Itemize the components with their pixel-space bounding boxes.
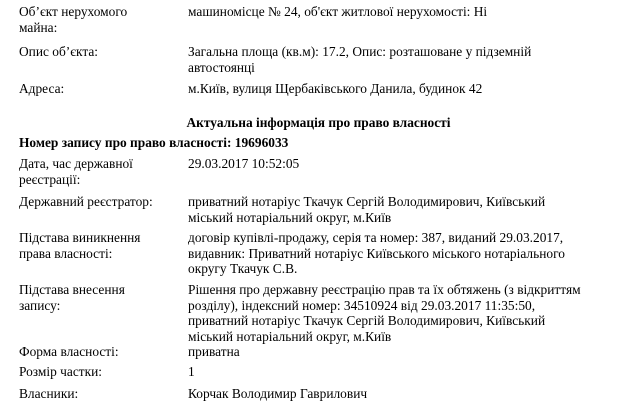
object-type-value: машиномісце № 24, об'єкт житлової нерухомості: Ні (188, 4, 488, 19)
entry-basis-label: Підстава внесення запису: (19, 282, 125, 313)
ownership-form-value: приватна (188, 344, 240, 359)
ownership-section-title: Актуальна інформація про право власності (186, 115, 451, 130)
registration-date-value: 29.03.2017 10:52:05 (188, 156, 300, 171)
share-size-value: 1 (188, 364, 195, 379)
ownership-basis-label: Підстава виникнення права власності: (19, 230, 141, 261)
ownership-basis-value: договір купівлі-продажу, серія та номер: 387, виданий 29.03.2017, видавник: Приватний нотаріус Київського міського нотаріального округу Ткачук С.В. (188, 230, 565, 276)
registrar-value: приватний нотаріус Ткачук Сергій Володимирович, Київський міський нотаріальний округ, м.Київ (188, 194, 546, 225)
address-label: Адреса: (19, 81, 65, 96)
registration-date-label: Дата, час державної реєстрації: (19, 156, 133, 187)
share-size-label: Розмір частки: (19, 364, 103, 379)
record-number-label: Номер запису про право власності: (19, 135, 235, 150)
description-value: Загальна площа (кв.м): 17.2, Опис: розташоване у підземній автостоянці (188, 44, 532, 75)
owners-value: Корчак Володимир Гаврилович (188, 386, 368, 401)
record-number-value: 19696033 (234, 135, 289, 150)
description-label: Опис об’єкта: (19, 44, 99, 59)
object-type-label: Об’єкт нерухомого майна: (19, 4, 128, 35)
owners-label: Власники: (19, 386, 79, 401)
ownership-record-line (19, 135, 619, 151)
ownership-form-label: Форма власності: (19, 344, 119, 359)
entry-basis-value: Рішення про державну реєстрацію прав та їх обтяжень (з відкриттям розділу), індексний номер: 34510924 від 29.03.2017 11:35:50, приватний нотаріус Ткачук Сергій Володимирович, Київський міський нотаріальний округ, м.Київ (188, 282, 581, 344)
registrar-label: Державний реєстратор: (19, 194, 153, 209)
address-value: м.Київ, вулиця Щербаківського Данила, будинок 42 (188, 81, 483, 96)
